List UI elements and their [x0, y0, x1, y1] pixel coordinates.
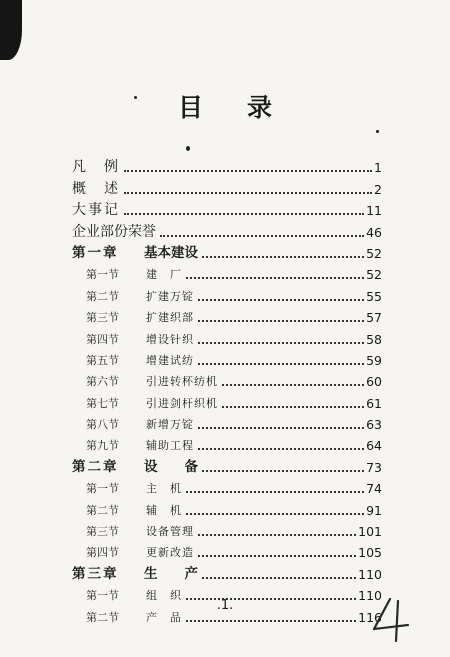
section-entry: [72, 368, 382, 389]
leader-dots: [160, 235, 364, 237]
entry-title: 企业部份荣誉: [72, 223, 156, 240]
page-title: 目录: [177, 93, 316, 122]
section-title: 更新改造: [146, 546, 194, 560]
handwritten-number-mark: [368, 595, 428, 645]
section-number: 第一节: [86, 268, 119, 282]
page-number: 110: [358, 566, 382, 582]
section-entry: [72, 475, 382, 496]
section-title: 增设针织: [146, 332, 194, 346]
section-title: 扩建织部: [146, 311, 194, 325]
section-entry: [72, 325, 382, 346]
section-entry: [72, 539, 382, 560]
section-entry: [72, 282, 382, 303]
chapter-title: 设 备: [144, 458, 198, 475]
section-title: 主 机: [146, 482, 182, 496]
section-title: 产 品: [146, 610, 182, 624]
section-title: 增建试纺: [146, 353, 194, 367]
section-number: 第四节: [86, 332, 119, 346]
section-title: 辅 机: [146, 503, 182, 517]
section-number: 第二节: [86, 503, 119, 517]
section-title: 引进转杯纺机: [146, 375, 218, 389]
section-number: 第六节: [86, 375, 119, 389]
page-number: 64: [366, 438, 382, 454]
section-title: 引进剑杆织机: [146, 396, 218, 410]
toc-entry: [72, 175, 382, 196]
section-number: 第四节: [86, 546, 119, 560]
speck: [186, 146, 190, 151]
chapter-entry: [72, 453, 382, 474]
chapter-entry: [72, 560, 382, 581]
leader-dots: [124, 170, 372, 172]
section-entry: [72, 432, 382, 453]
page-number: 11: [366, 203, 382, 219]
section-entry: [72, 304, 382, 325]
section-number: 第一节: [86, 589, 119, 603]
leader-dots: [222, 406, 364, 408]
chapter-number: 第一章: [72, 244, 119, 261]
page-number: 58: [366, 331, 382, 347]
section-number: 第九节: [86, 439, 119, 453]
page-number: 116: [358, 609, 382, 625]
page-number: 55: [366, 288, 382, 304]
leader-dots: [198, 534, 356, 536]
section-title: 扩建万锭: [146, 289, 194, 303]
page-number: 101: [358, 524, 382, 540]
ink-blot: [0, 0, 22, 60]
page-number: 59: [366, 352, 382, 368]
leader-dots: [186, 513, 364, 515]
section-number: 第三节: [86, 311, 119, 325]
leader-dots: [202, 470, 364, 472]
leader-dots: [198, 299, 364, 301]
toc-entry: [72, 197, 382, 218]
section-number: 第二节: [86, 289, 119, 303]
section-title: 辅助工程: [146, 439, 194, 453]
section-entry: [72, 261, 382, 282]
page-number: 91: [366, 502, 382, 518]
section-number: 第二节: [86, 610, 119, 624]
section-number: 第七节: [86, 396, 119, 410]
leader-dots: [198, 427, 364, 429]
page-number: 52: [366, 267, 382, 283]
leader-dots: [186, 620, 356, 622]
page-number: 74: [366, 481, 382, 497]
toc-entry: [72, 154, 382, 175]
section-entry: [72, 389, 382, 410]
leader-dots: [124, 192, 372, 194]
leader-dots: [202, 577, 356, 579]
section-number: 第五节: [86, 353, 119, 367]
section-title: 建 厂: [146, 268, 182, 282]
section-title: 组 织: [146, 589, 182, 603]
chapter-number: 第二章: [72, 458, 119, 475]
table-of-contents: [72, 154, 382, 625]
leader-dots: [198, 448, 364, 450]
section-number: 第八节: [86, 418, 119, 432]
page-number: 110: [358, 588, 382, 604]
section-entry: [72, 518, 382, 539]
entry-title: 大事记: [72, 202, 120, 219]
section-number: 第三节: [86, 525, 119, 539]
page-number: 61: [366, 395, 382, 411]
leader-dots: [186, 277, 364, 279]
leader-dots: [222, 384, 364, 386]
section-entry: [72, 347, 382, 368]
leader-dots: [198, 363, 364, 365]
section-number: 第一节: [86, 482, 119, 496]
chapter-title: 生 产: [144, 565, 198, 582]
section-title: 设备管理: [146, 525, 194, 539]
leader-dots: [198, 320, 364, 322]
chapter-entry: [72, 240, 382, 261]
section-entry: [72, 411, 382, 432]
page-folio: .1.: [216, 598, 234, 613]
page-number: 60: [366, 374, 382, 390]
leader-dots: [198, 342, 364, 344]
toc-entry: [72, 218, 382, 239]
chapter-title: 基本建设: [144, 244, 198, 261]
page-number: 73: [366, 459, 382, 475]
page-number: 57: [366, 310, 382, 326]
leader-dots: [124, 213, 364, 215]
section-title: 新增万锭: [146, 418, 194, 432]
leader-dots: [186, 491, 364, 493]
leader-dots: [198, 555, 356, 557]
page-number: 1: [374, 160, 382, 176]
section-entry: [72, 496, 382, 517]
speck: [376, 130, 379, 133]
page-number: 63: [366, 417, 382, 433]
page-number: 105: [358, 545, 382, 561]
chapter-number: 第三章: [72, 565, 119, 582]
leader-dots: [202, 256, 364, 258]
page-number: 52: [366, 245, 382, 261]
page-number: 2: [374, 181, 382, 197]
entry-title: 概 述: [72, 180, 120, 197]
page-number: 46: [366, 224, 382, 240]
entry-title: 凡 例: [72, 159, 120, 176]
